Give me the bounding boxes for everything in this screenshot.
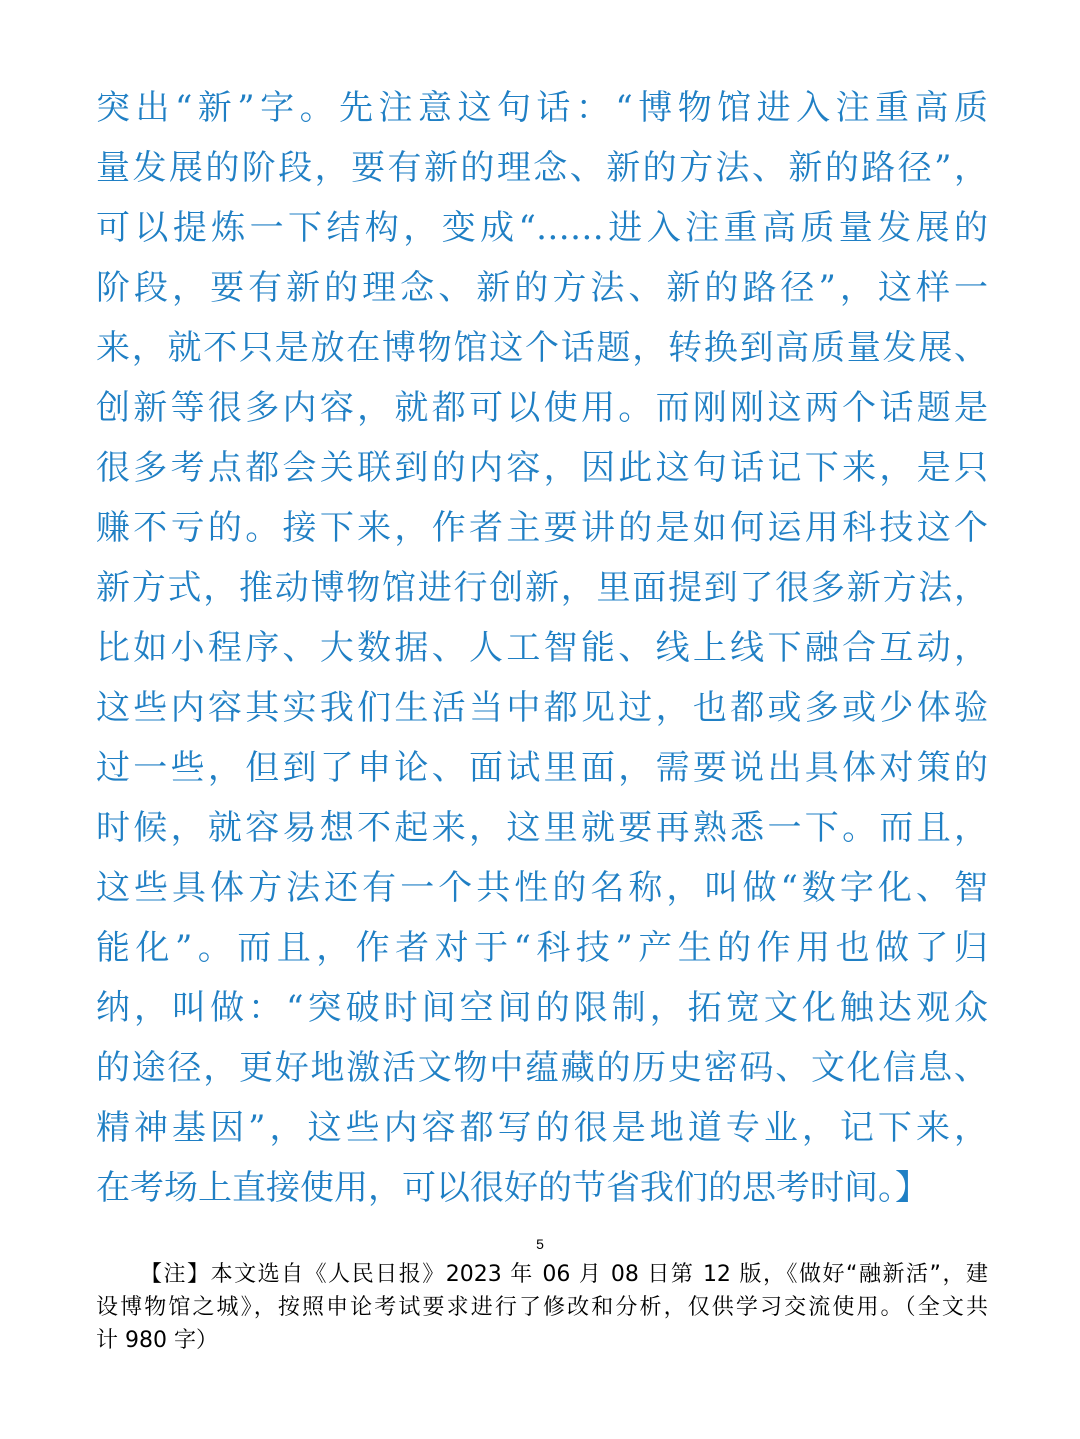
paragraph-line: 纳，叫做：“突破时间空间的限制，拓宽文化触达观众 bbox=[96, 988, 988, 1028]
paragraph-line: 这些内容其实我们生活当中都见过，也都或多或少体验 bbox=[96, 688, 988, 728]
paragraph-line: 来，就不只是放在博物馆这个话题，转换到高质量发展、 bbox=[96, 328, 988, 368]
paragraph-line: 量发展的阶段，要有新的理念、新的方法、新的路径”， bbox=[96, 148, 988, 188]
paragraph-line: 这些具体方法还有一个共性的名称，叫做“数字化、智 bbox=[96, 868, 988, 908]
paragraph-line: 精神基因”，这些内容都写的很是地道专业，记下来， bbox=[96, 1108, 988, 1148]
page-number: 5 bbox=[536, 1236, 544, 1252]
paragraph-line: 过一些，但到了申论、面试里面，需要说出具体对策的 bbox=[96, 748, 988, 788]
paragraph-line: 很多考点都会关联到的内容，因此这句话记下来，是只 bbox=[96, 448, 988, 488]
footnote-line: 设博物馆之城》，按照申论考试要求进行了修改和分析，仅供学习交流使用。（全文共 bbox=[96, 1295, 988, 1320]
footnote-line: 【注】本文选自《人民日报》2023 年 06 月 08 日第 12 版，《做好“融新活”，建 bbox=[140, 1262, 988, 1287]
paragraph-line: 能化”。而且，作者对于“科技”产生的作用也做了归 bbox=[96, 928, 988, 968]
paragraph-line: 阶段，要有新的理念、新的方法、新的路径”，这样一 bbox=[96, 268, 988, 308]
paragraph-line: 创新等很多内容，就都可以使用。而刚刚这两个话题是 bbox=[96, 388, 988, 428]
paragraph-line: 时候，就容易想不起来，这里就要再熟悉一下。而且， bbox=[96, 808, 988, 848]
paragraph-line: 可以提炼一下结构，变成“……进入注重高质量发展的 bbox=[96, 208, 988, 248]
footnote-line: 计 980 字） bbox=[96, 1328, 218, 1353]
source-footnote bbox=[96, 1258, 988, 1357]
paragraph-line: 在考场上直接使用，可以很好的节省我们的思考时间。】 bbox=[96, 1168, 929, 1208]
paragraph-line: 赚不亏的。接下来，作者主要讲的是如何运用科技这个 bbox=[96, 508, 988, 548]
analysis-paragraph bbox=[96, 78, 988, 1218]
paragraph-line: 比如小程序、大数据、人工智能、线上线下融合互动， bbox=[96, 628, 988, 668]
paragraph-line: 的途径，更好地激活文物中蕴藏的历史密码、文化信息、 bbox=[96, 1048, 988, 1088]
paragraph-line: 突出“新”字。先注意这句话：“博物馆进入注重高质 bbox=[96, 88, 988, 128]
paragraph-line: 新方式，推动博物馆进行创新，里面提到了很多新方法， bbox=[96, 568, 988, 608]
